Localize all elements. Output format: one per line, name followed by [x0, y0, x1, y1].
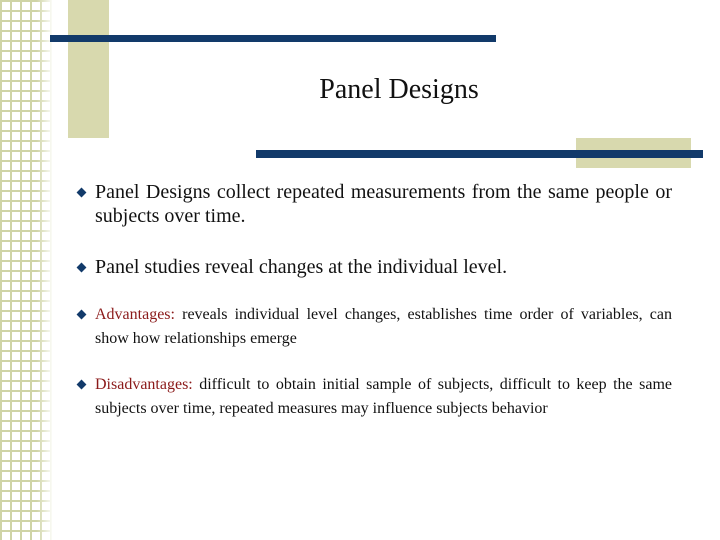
bullet-item-3: [78, 303, 672, 351]
diamond-bullet-icon: [77, 310, 87, 320]
grid-strip-fade: [0, 0, 52, 540]
bullet-item-1: [78, 180, 672, 228]
diamond-bullet-icon: [77, 188, 87, 198]
navy-bottom-bar: [256, 150, 703, 158]
bullet-lead-3: Advantages:: [95, 306, 175, 323]
bullet-item-2: [78, 255, 672, 279]
bullet-body-4: difficult to obtain initial sample of subjects, difficult to keep the same subjects over time, repeated measures may influence subjects behavior: [95, 376, 672, 417]
navy-top-bar: [50, 35, 496, 42]
bullet-item-4: [78, 373, 672, 421]
bullet-text-4: [95, 373, 672, 421]
bullet-body-1: collect repeated measurements from the same people or subjects over time.: [95, 181, 672, 227]
diamond-bullet-icon: [77, 380, 87, 390]
bullet-lead-1: Panel Designs: [95, 181, 211, 203]
bullet-body-2: Panel studies reveal changes at the individual level.: [95, 256, 508, 278]
bullet-lead-4: Disadvantages:: [95, 376, 193, 393]
olive-vertical-block: [68, 0, 109, 138]
bullet-text-2: [95, 255, 672, 279]
diamond-bullet-icon: [77, 263, 87, 273]
slide-title: Panel Designs: [319, 74, 479, 105]
bullet-body-3: reveals individual level changes, establishes time order of variables, can show how relationships emerge: [95, 306, 672, 347]
bullet-text-1: [95, 180, 672, 228]
bullet-text-3: [95, 303, 672, 351]
